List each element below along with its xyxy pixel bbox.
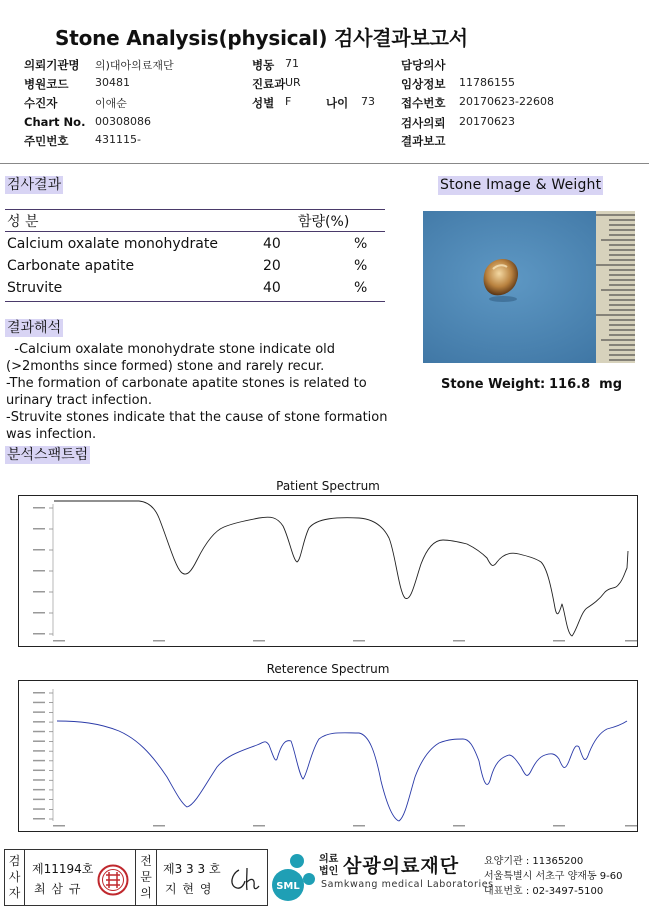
y-axis-tick-label xyxy=(33,570,45,572)
x-axis-tick-label xyxy=(553,825,565,827)
org-name-english: Samkwang medical Laboratories xyxy=(321,879,494,890)
interpretation-line: urinary tract infection. xyxy=(6,393,152,408)
y-axis-tick-label xyxy=(33,711,45,713)
clinical-info-value: 11786155 xyxy=(459,76,515,89)
stone-image-section-title: Stone Image & Weight xyxy=(440,177,602,193)
hospital-code-value: 30481 xyxy=(95,76,130,89)
x-axis-tick-label xyxy=(153,640,165,642)
department-value: UR xyxy=(285,76,301,89)
interpretation-line: -Calcium oxalate monohydrate stone indicate old xyxy=(6,342,336,357)
y-axis-tick-label xyxy=(33,750,45,752)
org-prefix-top: 의료 xyxy=(319,854,339,865)
column-component: 성 분 xyxy=(7,214,39,230)
x-axis-tick-label xyxy=(153,825,165,827)
interpretation-text xyxy=(6,341,406,443)
interpretation-line: -Struvite stones indicate that the cause of stone formation xyxy=(6,410,388,425)
sml-logo-text: SML xyxy=(276,881,300,892)
reference-spectrum-series-line xyxy=(57,721,627,821)
x-axis-tick-label xyxy=(353,640,365,642)
y-axis-tick-label xyxy=(33,528,45,530)
y-axis-tick-label xyxy=(33,549,45,551)
patient-spectrum-series-line xyxy=(54,501,628,636)
x-axis-tick-label xyxy=(353,825,365,827)
ward-label: 병동 xyxy=(252,58,275,72)
patient-value: 이애순 xyxy=(95,97,127,110)
interpretation-section-title: 결과해석 xyxy=(7,320,62,336)
stone-weight-label: Stone Weight: xyxy=(441,377,546,392)
component-name: Struvite xyxy=(7,280,63,296)
reference-spectrum-title: Reterence Spectrum xyxy=(266,662,390,676)
chart-no-value: 00308086 xyxy=(95,115,151,128)
patient-spectrum-frame xyxy=(18,495,638,647)
receipt-no-label: 접수번호 xyxy=(401,96,446,110)
component-unit: % xyxy=(354,280,368,296)
doctor-label: 담당의사 xyxy=(401,58,446,72)
x-axis-tick-label xyxy=(625,825,637,827)
clinical-info-label: 임상정보 xyxy=(401,77,446,91)
interpretation-line: was infection. xyxy=(6,427,97,442)
y-axis-tick-label xyxy=(33,692,45,694)
results-table-bottom-line xyxy=(5,301,385,302)
report-title: Stone Analysis(physical) 검사결과보고서 xyxy=(55,26,468,50)
org-name: 삼광의료재단 xyxy=(343,855,460,877)
org-prefix-bottom: 법인 xyxy=(319,866,339,877)
x-axis-tick-label xyxy=(53,640,65,642)
handwritten-signature xyxy=(225,864,265,894)
org-prefix xyxy=(319,854,338,878)
x-axis-tick-label xyxy=(253,825,265,827)
y-axis-tick-label xyxy=(33,731,45,733)
organization-block xyxy=(271,851,649,908)
signature-box xyxy=(4,849,268,906)
result-report-label: 결과보고 xyxy=(401,134,446,148)
phone-number: 대표번호 : 02-3497-5100 xyxy=(484,886,604,897)
seal-stamp-graphic xyxy=(97,864,129,896)
interpretation-line: (>2months since formed) stone and rarely recur. xyxy=(6,359,325,374)
department-label: 진료과 xyxy=(252,77,286,91)
spectrum-section-title: 분석스팩트럼 xyxy=(7,447,89,463)
x-axis-tick-label xyxy=(53,825,65,827)
inspector-name: 최 삼 규 xyxy=(34,882,82,896)
y-axis-tick-label xyxy=(33,702,45,704)
y-axis-tick-label xyxy=(33,507,45,509)
specialist-name: 지 현 영 xyxy=(165,882,213,896)
y-axis-tick-label xyxy=(33,799,45,801)
specialist-label: 전 문 의 xyxy=(140,854,152,900)
x-axis-tick-label xyxy=(453,825,465,827)
reference-spectrum-frame xyxy=(18,680,638,832)
y-axis-tick-label xyxy=(33,740,45,742)
y-axis-tick-label xyxy=(33,818,45,820)
stone-photo xyxy=(423,211,635,363)
results-table-top-line xyxy=(5,209,385,210)
test-request-label: 검사의뢰 xyxy=(401,116,446,130)
sex-value: F xyxy=(285,95,292,108)
y-axis-tick-label xyxy=(33,612,45,614)
patient-spectrum-title: Patient Spectrum xyxy=(276,479,380,493)
component-amount: 40 xyxy=(263,236,281,252)
sex-label: 성별 xyxy=(252,96,275,110)
hospital-code-label: 병원코드 xyxy=(24,77,69,91)
stone-photo-graphic xyxy=(423,211,635,363)
y-axis-tick-label xyxy=(33,760,45,762)
x-axis-tick-label xyxy=(625,640,637,642)
inspector-label-cell xyxy=(5,850,25,905)
chart-no-label: Chart No. xyxy=(24,115,86,129)
x-axis-tick-label xyxy=(453,640,465,642)
receipt-no-value: 20170623-22608 xyxy=(459,95,554,108)
results-table-header-line xyxy=(5,231,385,232)
specialist-signature xyxy=(225,864,265,894)
y-axis-tick-label xyxy=(33,770,45,772)
interpretation-line: -The formation of carbonate apatite stones is related to xyxy=(6,376,367,391)
header-divider xyxy=(0,163,649,164)
y-axis-tick-label xyxy=(33,779,45,781)
y-axis-tick-label xyxy=(33,721,45,723)
client-value: 의)대아의료재단 xyxy=(95,59,174,72)
results-section-title: 검사결과 xyxy=(7,177,62,193)
component-amount: 40 xyxy=(263,280,281,296)
address: 서울특별시 서초구 양재동 9-60 xyxy=(484,871,623,882)
inspector-number: 제11194호 xyxy=(32,862,94,876)
specialist-number: 제3 3 3 호 xyxy=(163,862,221,876)
x-axis-tick-label xyxy=(553,640,565,642)
stone-weight-value: 116.8 mg xyxy=(549,377,623,392)
id-no-value: 431115- xyxy=(95,133,141,146)
age-label: 나이 xyxy=(326,96,349,110)
y-axis-tick-label xyxy=(33,808,45,810)
component-amount: 20 xyxy=(263,258,281,274)
component-unit: % xyxy=(354,236,368,252)
sml-logo xyxy=(271,853,317,903)
y-axis-tick-label xyxy=(33,633,45,635)
client-label: 의뢰기관명 xyxy=(24,58,80,72)
id-no-label: 주민번호 xyxy=(24,134,69,148)
x-axis-tick-label xyxy=(253,640,265,642)
y-axis-tick-label xyxy=(33,789,45,791)
sml-logo-icon xyxy=(271,853,317,903)
patient-label: 수진자 xyxy=(24,96,58,110)
age-value: 73 xyxy=(361,95,375,108)
column-amount: 함량(%) xyxy=(298,214,350,230)
y-axis-tick-label xyxy=(33,591,45,593)
component-name: Calcium oxalate monohydrate xyxy=(7,236,218,252)
test-request-value: 20170623 xyxy=(459,115,515,128)
specialist-label-cell xyxy=(135,850,157,905)
inspector-label: 검 사 자 xyxy=(8,854,21,900)
ward-value: 71 xyxy=(285,57,299,70)
org-contact xyxy=(484,854,623,899)
patient-spectrum-plot xyxy=(19,496,637,646)
reference-spectrum-plot xyxy=(19,681,637,831)
component-unit: % xyxy=(354,258,368,274)
seal-stamp xyxy=(97,864,129,896)
institution-code: 요양기관 : 11365200 xyxy=(484,856,584,867)
component-name: Carbonate apatite xyxy=(7,258,135,274)
